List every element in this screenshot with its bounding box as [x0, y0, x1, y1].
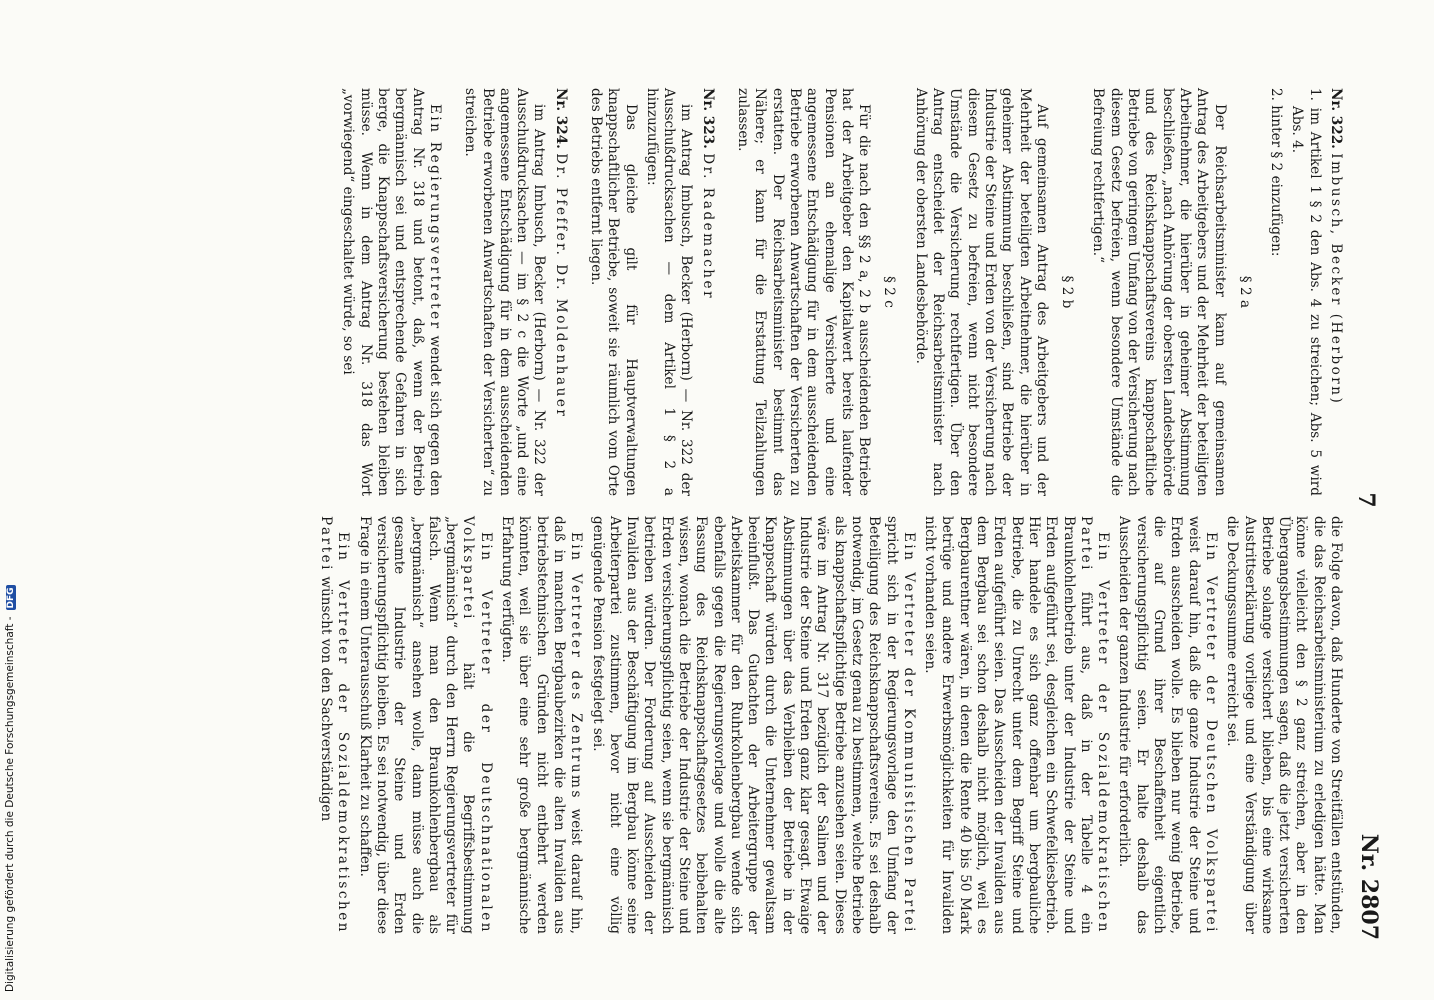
- speech-text: weist darauf hin, daß die ganze Industrie der Steine und Erden ausscheiden wolle. Es blieben nur wenig Betriebe, die auf Grund ihrer Beschaffenheit eigentlich versicherungspflichtig seien. Er halte deshalb das Ausscheiden der ganzen Industrie für erforderlich.: [1116, 516, 1202, 934]
- section-text: Der Reichsarbeitsminister kann auf gemeinsamen Antrag des Arbeitgebers und der Mehrheit der beteiligten Arbeitnehmer, die hierüber in geheimer Abstimmung beschließen, „nach Anhörung der obersten Landesbehörde und des Reichsknappschaftsvereins knappschaftliche Betriebe von geringem Umfang von der Versicherung nach diesem Gesetz befreien, wenn besondere Umstände die Befreiung rechtfertigen.“: [1090, 88, 1228, 496]
- right-column: [313, 516, 1344, 934]
- speech-paragraph: [339, 88, 443, 496]
- speech-paragraph: [317, 516, 352, 934]
- speech-paragraph: [498, 516, 584, 934]
- speech-paragraph: [921, 516, 1111, 934]
- motion-text: Das gleiche gilt für Hauptverwaltungen knappschaftlicher Betriebe, soweit sie räumlich vom Orte des Betriebs entfernt liegen.: [588, 88, 639, 496]
- list-item: 1. im Artikel 1 § 2 den Abs. 4 zu streichen; Abs. 5 wird Abs. 4.: [1289, 88, 1323, 496]
- motion-number: Nr. 322.: [1328, 88, 1344, 149]
- speech-text: wendet sich gegen den Antrag Nr. 318 und betont, daß, wenn der Betrieb bergmännisch sei und entsprechende Gefahren in sich berge, die Knappschaftsversicherung bestehen bleiben müsse. Wenn in dem Antrag Nr. 318 das Wort „vorwiegend“ eingeschaltet würde, so sei: [340, 88, 443, 496]
- motion-324: [461, 88, 569, 496]
- motion-number: Nr. 323.: [699, 88, 716, 149]
- section-heading: § 2 b: [1059, 275, 1076, 309]
- dfg-logo-icon: DFG: [6, 587, 16, 609]
- motion-authors: Dr. Rademacher: [699, 153, 716, 301]
- funding-text: Digitalisierung gefördert durch die Deutsche Forschungsgemeinschaft -: [4, 616, 16, 992]
- speaker: Ein Vertreter der Sozialdemokratischen Partei: [1077, 516, 1112, 934]
- paragraph: die Folge davon, daß Hunderte von Streitfällen entstünden, die das Reichsarbeitsministerium zu erledigen hätte. Man könne vielleicht den § 2 ganz streichen, aber in den Übergangsbestimmungen sagen, daß die jetzt versicherten Betriebe solange versichert blieben, bis eine wirksame Austrittserklärung vorliege und eine Verständigung über die Deckungssumme erreicht sei.: [1224, 516, 1344, 934]
- motion-text: im Antrag Imbusch, Becker (Herborn) — Nr. 322 der Ausschußdrucksachen — im § 2 c die Worte „und eine angemessene Entschädigung für in dem ausscheidenden Betriebe erworbenen Anwartschaften der Versicherten“ zu streichen.: [462, 88, 548, 496]
- section-heading: § 2 c: [881, 276, 898, 308]
- speaker: Ein Vertreter des Zentrums: [568, 532, 585, 800]
- document-number: Nr. 2807: [1356, 833, 1382, 940]
- speech-paragraph: [355, 516, 493, 934]
- speech-text: hält die Begriffsbestimmung „bergmännisch“ durch den Herrn Regierungsvertreter für falsch. Wenn man den Braunkohlenbergbau als „bergmännisch“ ansehen wolle, dann müsse auch die gesamte Industrie der Steine und Erden versicherungspflichtig bleiben. Es sei notwendig, über diese Frage in einem Unterausschuß Klarheit zu schaffen.: [356, 516, 477, 934]
- speaker: Ein Vertreter der Deutschen Volkspartei: [1202, 532, 1219, 934]
- motion-authors: Dr. Pfeffer. Dr. Moldenhauer: [552, 153, 569, 419]
- motion-323: [587, 88, 716, 496]
- page-number: 7: [1353, 492, 1379, 508]
- speaker: Ein Vertreter der Deutschnationalen Volkspartei: [460, 516, 494, 934]
- speech-paragraph: [1115, 516, 1219, 934]
- speaker: Ein Vertreter der Sozialdemokratischen Partei: [318, 516, 352, 934]
- section-text: Für die nach den §§ 2 a, 2 b ausscheidenden Betriebe hat der Arbeitgeber den Kapitalwert bereits laufender Pensionen an ehemalige Versicherte und eine angemessene Entschädigung für in dem ausscheidenden Betriebe erworbenen Anwartschaften der Versicherten zu erstatten. Der Reichsarbeitsminister bestimmt das Nähere; er kann für die Erstattung Teilzahlungen zulassen.: [735, 88, 873, 496]
- speaker: Ein Vertreter der Kommunistischen Partei: [900, 532, 917, 934]
- motion-number: Nr. 324.: [552, 88, 569, 149]
- speech-text: wünscht von den Sachverständigen: [318, 576, 335, 822]
- left-column: [335, 88, 1344, 496]
- speech-text: führt aus, daß in der Tabelle 4 ein Braunkohlenbetrieb unter der Industrie der Steine und Erden aufgeführt sei, desgleichen ein Schwefelkiesbetrieb. Hier handele es sich ganz offenbar um bergbauliche Betriebe, die zu Unrecht unter dem Begriff Steine und Erden aufgeführt seien. Das Ausscheiden der Invaliden aus dem Bergbau sei schon deshalb nicht möglich, weil es Bergbaurentner wären, in denen die Rente 40 bis 50 Mark betrüge und andere Erwerbsmöglichkeiten für Invaliden nicht vorhanden seien.: [922, 516, 1094, 934]
- motion-text: im Antrag Imbusch, Becker (Herborn) — Nr. 322 der Ausschußdrucksachen — dem Artikel 1 § 2 a hinzuzufügen:: [643, 88, 695, 496]
- funding-notice: [4, 585, 16, 992]
- motion-322: [734, 88, 1344, 496]
- list-item: 2. hinter § 2 einzufügen:: [1268, 88, 1285, 257]
- speech-text: weist darauf hin, daß in manchen Bergbaubezirken die alten Invaliden aus betriebstechnischen Gründen nicht entbehrt werden könnten, weil sie über eine sehr große bergmännische Erfahrung verfügten.: [499, 516, 585, 934]
- speaker: Ein Regierungsvertreter: [426, 104, 443, 331]
- footer: [0, 0, 26, 1000]
- section-heading: § 2 a: [1236, 275, 1253, 309]
- section-text: Auf gemeinsamen Antrag des Arbeitgebers und der Mehrheit der beteiligten Arbeitnehmer, die hierüber in geheimer Abstimmung beschließen, sind Betriebe der Industrie der Steine und Erden von der Versicherung nach diesem Gesetz zu befreien, wenn nicht besondere Umstände die Versicherung rechtfertigen. Über den Antrag entscheidet der Reichsarbeitsminister nach Anhörung der obersten Landesbehörde.: [912, 88, 1050, 496]
- motion-authors: Imbusch, Becker (Herborn): [1328, 153, 1344, 406]
- speech-text: spricht sich in der Regierungsvorlage den Umfang der Beteiligung des Reichsknappschaftsvereins. Es sei deshalb notwendig, im Gesetz genau zu bestimmen, welche Betriebe als knappschaftspflichtige Betriebe anzusehen seien. Dieses wäre im Antrag Nr. 317 bezüglich der Salinen und der Industrie der Steine und Erden ganz klar gesagt. Etwaige Abstimmungen über das Verbleiben der Betriebe in der Knappschaft würden durch die Unternehmer gewaltsam beeinflußt. Das Gutachten der Arbeitergruppe der Arbeitskammer für den Ruhrkohlenbergbau wende sich ebenfalls gegen die Regierungsvorlage und wolle die alte Fassung des Reichsknappschaftsgesetzes beibehalten wissen, wonach die Betriebe der Industrie der Steine und Erden versicherungspflichtig seien, wenn sie bergmännisch betrieben würden. Der Forderung auf Ausscheiden der Invaliden aus der Beschäftigung im Bergbau könne seine Arbeiterpartei zustimmen, bevor nicht eine völlig genügende Pension festgelegt sei.: [589, 516, 900, 934]
- speech-paragraph: [588, 516, 917, 934]
